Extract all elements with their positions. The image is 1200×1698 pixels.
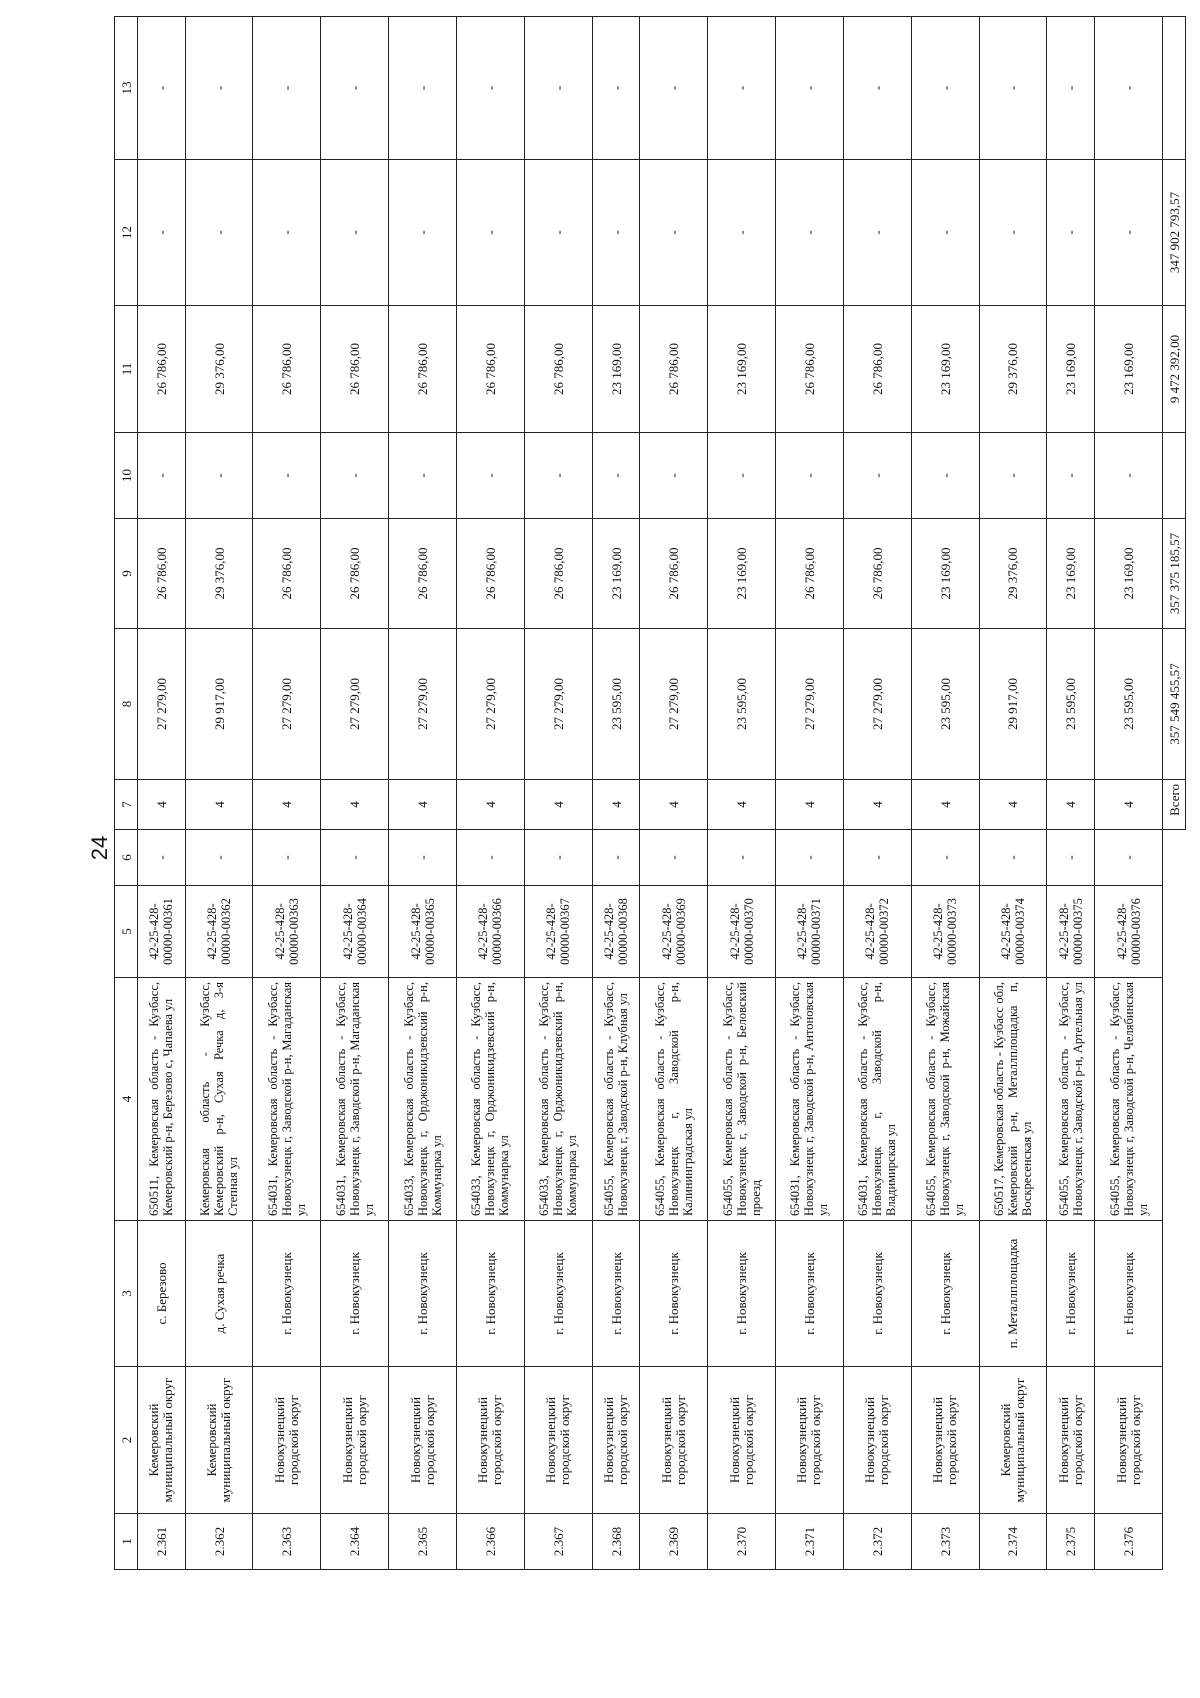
- cell-col-11: 29 376,00: [185, 306, 253, 433]
- cell-col-4: 654055, Кемеровская область - Кузбасс, Новокузнецк г, Заводской р-н, Можайская ул: [911, 978, 979, 1221]
- cell-col-6: -: [1047, 830, 1095, 886]
- table-row: [776, 17, 844, 1570]
- cell-col-13: -: [185, 17, 253, 160]
- cell-col-9: 26 786,00: [138, 519, 186, 629]
- cell-col-10: -: [640, 433, 708, 519]
- cell-col-7: 4: [708, 780, 776, 830]
- column-header: 1: [115, 1514, 138, 1570]
- cell-col-3: г. Новокузнецк: [321, 1221, 389, 1367]
- cell-col-13: -: [253, 17, 321, 160]
- cell-col-2: Новокузнецкий городской округ: [640, 1367, 708, 1514]
- cell-col-13: -: [776, 17, 844, 160]
- table-row: [389, 17, 457, 1570]
- cell-col-10: -: [389, 433, 457, 519]
- cell-col-2: Новокузнецкий городской округ: [524, 1367, 592, 1514]
- cell-col-6: -: [253, 830, 321, 886]
- table-row: [843, 17, 911, 1570]
- total-row: [1163, 17, 1186, 1570]
- cell-col-2: Кемеровский муниципальный округ: [185, 1367, 253, 1514]
- cell-col-9: 26 786,00: [457, 519, 525, 629]
- cell-col-6: -: [321, 830, 389, 886]
- column-header: 9: [115, 519, 138, 629]
- cell-col-8: 27 279,00: [640, 629, 708, 780]
- cell-col-13: -: [457, 17, 525, 160]
- data-table: [114, 16, 1186, 1570]
- cell-col-3: с. Березово: [138, 1221, 186, 1367]
- cell-col-12: -: [592, 160, 640, 306]
- cell-col-3: г. Новокузнецк: [524, 1221, 592, 1367]
- cell-col-13: -: [708, 17, 776, 160]
- column-header: 3: [115, 1221, 138, 1367]
- cell-col-7: 4: [843, 780, 911, 830]
- cell-col-11: 23 169,00: [592, 306, 640, 433]
- cell-col-10: -: [138, 433, 186, 519]
- cell-col-5: 42-25-428-00000-00372: [843, 886, 911, 978]
- cell-col-13: -: [1095, 17, 1163, 160]
- cell-col-1: 2.370: [708, 1514, 776, 1570]
- cell-col-3: г. Новокузнецк: [1095, 1221, 1163, 1367]
- cell-col-13: -: [592, 17, 640, 160]
- cell-col-13: -: [321, 17, 389, 160]
- cell-col-5: 42-25-428-00000-00364: [321, 886, 389, 978]
- cell-col-4: 654033, Кемеровская область - Кузбасс, Новокузнецк г, Орджоникидзевский р-н, Коммунарка ул: [524, 978, 592, 1221]
- table-row: [979, 17, 1047, 1570]
- cell-col-3: г. Новокузнецк: [843, 1221, 911, 1367]
- cell-col-6: -: [1095, 830, 1163, 886]
- total-col-13: [1163, 17, 1186, 160]
- cell-col-7: 4: [1047, 780, 1095, 830]
- cell-col-1: 2.375: [1047, 1514, 1095, 1570]
- column-header: 11: [115, 306, 138, 433]
- cell-col-4: Кемеровская область - Кузбасс, Кемеровский р-н, Сухая Речка д, 3-я Степная ул: [185, 978, 253, 1221]
- column-header: 13: [115, 17, 138, 160]
- table-row: [138, 17, 186, 1570]
- cell-col-4: 654055, Кемеровская область - Кузбасс, Новокузнецк г, Заводской р-н, Беловский проезд: [708, 978, 776, 1221]
- cell-col-2: Новокузнецкий городской округ: [843, 1367, 911, 1514]
- cell-col-12: -: [776, 160, 844, 306]
- cell-col-4: 654055, Кемеровская область - Кузбасс, Новокузнецк г, Заводской р-н, Артельная ул: [1047, 978, 1095, 1221]
- cell-col-7: 4: [640, 780, 708, 830]
- cell-col-12: -: [321, 160, 389, 306]
- cell-col-5: 42-25-428-00000-00369: [640, 886, 708, 978]
- cell-col-6: -: [911, 830, 979, 886]
- table-row: [1095, 17, 1163, 1570]
- cell-col-7: 4: [911, 780, 979, 830]
- cell-col-5: 42-25-428-00000-00368: [592, 886, 640, 978]
- cell-col-6: -: [776, 830, 844, 886]
- cell-col-4: 654031, Кемеровская область - Кузбасс, Новокузнецк г, Заводской р-н, Антоновская ул: [776, 978, 844, 1221]
- cell-col-10: -: [979, 433, 1047, 519]
- table-row: [708, 17, 776, 1570]
- cell-col-1: 2.373: [911, 1514, 979, 1570]
- cell-col-3: п. Металлплощадка: [979, 1221, 1047, 1367]
- cell-col-7: 4: [979, 780, 1047, 830]
- cell-col-2: Новокузнецкий городской округ: [457, 1367, 525, 1514]
- table-row: [524, 17, 592, 1570]
- cell-col-6: -: [708, 830, 776, 886]
- cell-col-11: 23 169,00: [1095, 306, 1163, 433]
- cell-col-9: 26 786,00: [389, 519, 457, 629]
- cell-col-3: г. Новокузнецк: [457, 1221, 525, 1367]
- cell-col-8: 23 595,00: [1095, 629, 1163, 780]
- cell-col-9: 23 169,00: [911, 519, 979, 629]
- total-col-12: 347 902 793,57: [1163, 160, 1186, 306]
- cell-col-1: 2.361: [138, 1514, 186, 1570]
- cell-col-4: 650517, Кемеровская область - Кузбасс обл, Кемеровский р-н, Металлплощадка п, Воскресенская ул: [979, 978, 1047, 1221]
- cell-col-1: 2.374: [979, 1514, 1047, 1570]
- cell-col-5: 42-25-428-00000-00373: [911, 886, 979, 978]
- cell-col-8: 23 595,00: [911, 629, 979, 780]
- cell-col-3: д. Сухая речка: [185, 1221, 253, 1367]
- cell-col-9: 26 786,00: [776, 519, 844, 629]
- cell-col-6: -: [640, 830, 708, 886]
- cell-col-6: -: [843, 830, 911, 886]
- cell-col-11: 26 786,00: [776, 306, 844, 433]
- cell-col-10: -: [457, 433, 525, 519]
- table-row: [321, 17, 389, 1570]
- cell-col-12: -: [253, 160, 321, 306]
- cell-col-13: -: [524, 17, 592, 160]
- cell-col-3: г. Новокузнецк: [389, 1221, 457, 1367]
- cell-col-11: 26 786,00: [457, 306, 525, 433]
- cell-col-12: -: [708, 160, 776, 306]
- cell-col-8: 27 279,00: [843, 629, 911, 780]
- cell-col-7: 4: [457, 780, 525, 830]
- cell-col-11: 26 786,00: [389, 306, 457, 433]
- cell-col-3: г. Новокузнецк: [592, 1221, 640, 1367]
- cell-col-3: г. Новокузнецк: [640, 1221, 708, 1367]
- cell-col-7: 4: [138, 780, 186, 830]
- cell-col-11: 23 169,00: [911, 306, 979, 433]
- total-col-9: 357 375 185,57: [1163, 519, 1186, 629]
- cell-col-7: 4: [1095, 780, 1163, 830]
- cell-col-4: 654031, Кемеровская область - Кузбасс, Новокузнецк г, Заводской р-н, Магаданская ул: [253, 978, 321, 1221]
- column-header: 8: [115, 629, 138, 780]
- cell-col-13: -: [911, 17, 979, 160]
- cell-col-12: -: [911, 160, 979, 306]
- cell-col-11: 29 376,00: [979, 306, 1047, 433]
- cell-col-6: -: [389, 830, 457, 886]
- cell-col-7: 4: [592, 780, 640, 830]
- cell-col-11: 26 786,00: [138, 306, 186, 433]
- cell-col-7: 4: [253, 780, 321, 830]
- cell-col-10: -: [321, 433, 389, 519]
- cell-col-4: 654031, Кемеровская область - Кузбасс, Новокузнецк г, Заводской р-н, Владимирская ул: [843, 978, 911, 1221]
- cell-col-9: 29 376,00: [185, 519, 253, 629]
- cell-col-9: 26 786,00: [321, 519, 389, 629]
- cell-col-12: -: [1047, 160, 1095, 306]
- cell-col-2: Новокузнецкий городской округ: [1047, 1367, 1095, 1514]
- cell-col-4: 654031, Кемеровская область - Кузбасс, Новокузнецк г, Заводской р-н, Магаданская ул: [321, 978, 389, 1221]
- cell-col-7: 4: [524, 780, 592, 830]
- cell-col-8: 27 279,00: [389, 629, 457, 780]
- header-row: [115, 17, 138, 1570]
- table-row: [911, 17, 979, 1570]
- cell-col-13: -: [979, 17, 1047, 160]
- cell-col-4: 654055, Кемеровская область - Кузбасс, Новокузнецк г, Заводской р-н, Челябинская ул: [1095, 978, 1163, 1221]
- cell-col-8: 23 595,00: [592, 629, 640, 780]
- cell-col-1: 2.368: [592, 1514, 640, 1570]
- cell-col-5: 42-25-428-00000-00365: [389, 886, 457, 978]
- cell-col-12: -: [138, 160, 186, 306]
- cell-col-2: Новокузнецкий городской округ: [592, 1367, 640, 1514]
- cell-col-9: 23 169,00: [592, 519, 640, 629]
- cell-col-9: 29 376,00: [979, 519, 1047, 629]
- cell-col-10: -: [524, 433, 592, 519]
- cell-col-5: 42-25-428-00000-00375: [1047, 886, 1095, 978]
- cell-col-4: 654033, Кемеровская область - Кузбасс, Новокузнецк г, Орджоникидзевский р-н, Коммунарка ул: [389, 978, 457, 1221]
- cell-col-5: 42-25-428-00000-00370: [708, 886, 776, 978]
- total-blank-cell: [1163, 830, 1186, 1570]
- cell-col-6: -: [457, 830, 525, 886]
- table-row: [592, 17, 640, 1570]
- cell-col-11: 26 786,00: [253, 306, 321, 433]
- table-row: [185, 17, 253, 1570]
- column-header: 2: [115, 1367, 138, 1514]
- cell-col-1: 2.362: [185, 1514, 253, 1570]
- cell-col-6: -: [524, 830, 592, 886]
- cell-col-10: -: [253, 433, 321, 519]
- cell-col-7: 4: [321, 780, 389, 830]
- table-body: [138, 17, 1163, 1570]
- cell-col-3: г. Новокузнецк: [708, 1221, 776, 1367]
- cell-col-2: Новокузнецкий городской округ: [389, 1367, 457, 1514]
- cell-col-8: 23 595,00: [1047, 629, 1095, 780]
- column-header: 4: [115, 978, 138, 1221]
- cell-col-8: 27 279,00: [321, 629, 389, 780]
- cell-col-8: 29 917,00: [185, 629, 253, 780]
- cell-col-3: г. Новокузнецк: [1047, 1221, 1095, 1367]
- cell-col-6: -: [592, 830, 640, 886]
- cell-col-12: -: [843, 160, 911, 306]
- cell-col-2: Кемеровский муниципальный округ: [138, 1367, 186, 1514]
- cell-col-12: -: [457, 160, 525, 306]
- cell-col-9: 23 169,00: [1095, 519, 1163, 629]
- cell-col-3: г. Новокузнецк: [776, 1221, 844, 1367]
- cell-col-8: 27 279,00: [457, 629, 525, 780]
- page-number: 24: [87, 835, 112, 861]
- cell-col-9: 23 169,00: [1047, 519, 1095, 629]
- cell-col-4: 654033, Кемеровская область - Кузбасс, Новокузнецк г, Орджоникидзевский р-н, Коммунарка ул: [457, 978, 525, 1221]
- column-header: 6: [115, 830, 138, 886]
- cell-col-12: -: [979, 160, 1047, 306]
- cell-col-13: -: [1047, 17, 1095, 160]
- total-col-8: 357 549 455,57: [1163, 629, 1186, 780]
- cell-col-6: -: [185, 830, 253, 886]
- column-header: 7: [115, 780, 138, 830]
- cell-col-8: 29 917,00: [979, 629, 1047, 780]
- cell-col-1: 2.366: [457, 1514, 525, 1570]
- cell-col-13: -: [138, 17, 186, 160]
- cell-col-1: 2.369: [640, 1514, 708, 1570]
- cell-col-9: 26 786,00: [640, 519, 708, 629]
- table-row: [457, 17, 525, 1570]
- cell-col-5: 42-25-428-00000-00374: [979, 886, 1047, 978]
- cell-col-5: 42-25-428-00000-00371: [776, 886, 844, 978]
- cell-col-2: Новокузнецкий городской округ: [1095, 1367, 1163, 1514]
- table-row: [1047, 17, 1095, 1570]
- cell-col-12: -: [185, 160, 253, 306]
- cell-col-1: 2.371: [776, 1514, 844, 1570]
- cell-col-5: 42-25-428-00000-00366: [457, 886, 525, 978]
- cell-col-5: 42-25-428-00000-00363: [253, 886, 321, 978]
- cell-col-10: -: [185, 433, 253, 519]
- cell-col-11: 26 786,00: [321, 306, 389, 433]
- cell-col-2: Кемеровский муниципальный округ: [979, 1367, 1047, 1514]
- cell-col-2: Новокузнецкий городской округ: [911, 1367, 979, 1514]
- cell-col-1: 2.372: [843, 1514, 911, 1570]
- cell-col-2: Новокузнецкий городской округ: [776, 1367, 844, 1514]
- cell-col-1: 2.363: [253, 1514, 321, 1570]
- cell-col-13: -: [843, 17, 911, 160]
- cell-col-10: -: [708, 433, 776, 519]
- cell-col-4: 650511, Кемеровская область - Кузбасс, Кемеровский р-н, Березово с, Чапаева ул: [138, 978, 186, 1221]
- column-header: 12: [115, 160, 138, 306]
- cell-col-13: -: [389, 17, 457, 160]
- cell-col-6: -: [138, 830, 186, 886]
- cell-col-5: 42-25-428-00000-00361: [138, 886, 186, 978]
- cell-col-11: 23 169,00: [1047, 306, 1095, 433]
- column-header: 10: [115, 433, 138, 519]
- cell-col-12: -: [524, 160, 592, 306]
- cell-col-7: 4: [185, 780, 253, 830]
- cell-col-1: 2.365: [389, 1514, 457, 1570]
- cell-col-8: 27 279,00: [253, 629, 321, 780]
- cell-col-12: -: [1095, 160, 1163, 306]
- cell-col-4: 654055, Кемеровская область - Кузбасс, Новокузнецк г, Заводской р-н, Калининградская ул: [640, 978, 708, 1221]
- table-row: [253, 17, 321, 1570]
- cell-col-7: 4: [776, 780, 844, 830]
- total-col-10: [1163, 433, 1186, 519]
- cell-col-13: -: [640, 17, 708, 160]
- cell-col-2: Новокузнецкий городской округ: [253, 1367, 321, 1514]
- cell-col-10: -: [776, 433, 844, 519]
- cell-col-8: 23 595,00: [708, 629, 776, 780]
- cell-col-11: 23 169,00: [708, 306, 776, 433]
- cell-col-12: -: [640, 160, 708, 306]
- cell-col-9: 23 169,00: [708, 519, 776, 629]
- rotated-table-frame: [114, 17, 1186, 1570]
- cell-col-9: 26 786,00: [253, 519, 321, 629]
- table-row: [640, 17, 708, 1570]
- cell-col-10: -: [1095, 433, 1163, 519]
- cell-col-4: 654055, Кемеровская область - Кузбасс, Новокузнецк г, Заводской р-н, Клубная ул: [592, 978, 640, 1221]
- cell-col-1: 2.376: [1095, 1514, 1163, 1570]
- cell-col-8: 27 279,00: [138, 629, 186, 780]
- cell-col-9: 26 786,00: [843, 519, 911, 629]
- cell-col-10: -: [1047, 433, 1095, 519]
- cell-col-5: 42-25-428-00000-00362: [185, 886, 253, 978]
- column-header: 5: [115, 886, 138, 978]
- total-label: Всего: [1163, 780, 1186, 830]
- cell-col-8: 27 279,00: [776, 629, 844, 780]
- cell-col-10: -: [843, 433, 911, 519]
- cell-col-8: 27 279,00: [524, 629, 592, 780]
- cell-col-10: -: [911, 433, 979, 519]
- cell-col-5: 42-25-428-00000-00367: [524, 886, 592, 978]
- cell-col-1: 2.367: [524, 1514, 592, 1570]
- cell-col-7: 4: [389, 780, 457, 830]
- cell-col-11: 26 786,00: [640, 306, 708, 433]
- cell-col-3: г. Новокузнецк: [253, 1221, 321, 1367]
- cell-col-11: 26 786,00: [843, 306, 911, 433]
- total-col-11: 9 472 392,00: [1163, 306, 1186, 433]
- cell-col-2: Новокузнецкий городской округ: [321, 1367, 389, 1514]
- cell-col-6: -: [979, 830, 1047, 886]
- cell-col-3: г. Новокузнецк: [911, 1221, 979, 1367]
- cell-col-12: -: [389, 160, 457, 306]
- cell-col-1: 2.364: [321, 1514, 389, 1570]
- cell-col-9: 26 786,00: [524, 519, 592, 629]
- cell-col-2: Новокузнецкий городской округ: [708, 1367, 776, 1514]
- cell-col-11: 26 786,00: [524, 306, 592, 433]
- cell-col-10: -: [592, 433, 640, 519]
- cell-col-5: 42-25-428-00000-00376: [1095, 886, 1163, 978]
